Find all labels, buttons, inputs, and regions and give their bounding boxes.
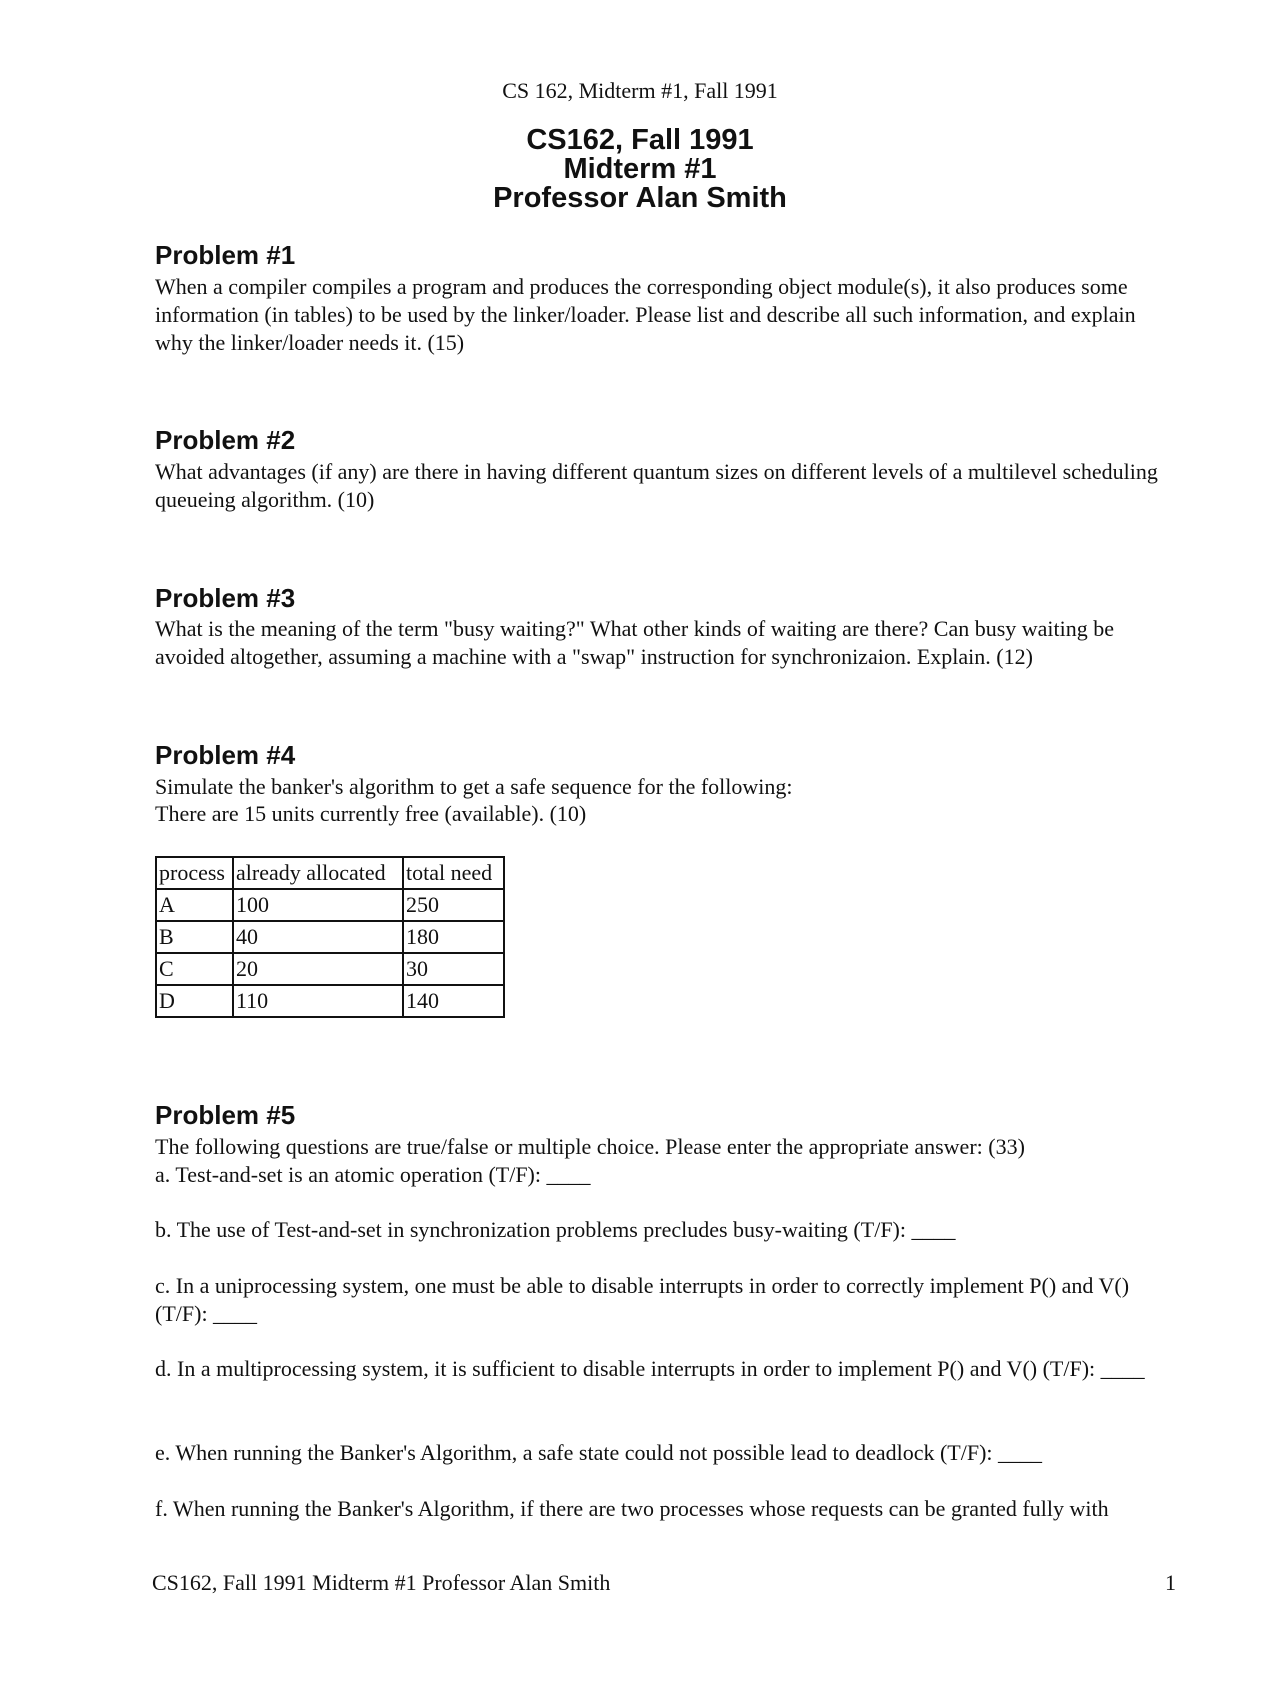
page-header: CS 162, Midterm #1, Fall 1991 xyxy=(502,78,778,103)
table-cell: A xyxy=(156,889,233,921)
question-f: f. When running the Banker's Algorithm, if there are two processes whose requests can be granted fully with xyxy=(155,1496,1109,1521)
table-cell: C xyxy=(156,953,233,985)
table-cell: D xyxy=(156,985,233,1017)
table-cell: 110 xyxy=(233,985,403,1017)
table-row xyxy=(156,953,504,985)
title-line-exam: Midterm #1 xyxy=(563,153,717,185)
page-number: 1 xyxy=(1165,1570,1176,1595)
problem-2-heading: Problem #2 xyxy=(155,425,296,455)
problem-5-heading: Problem #5 xyxy=(155,1100,296,1130)
table-cell: 100 xyxy=(233,889,403,921)
table-header-row xyxy=(156,857,504,889)
table-cell: 180 xyxy=(403,921,504,953)
problem-4-text-line1: Simulate the banker's algorithm to get a safe sequence for the following: xyxy=(155,774,793,799)
question-b: b. The use of Test-and-set in synchronization problems precludes busy-waiting (T/F): ____ xyxy=(155,1217,956,1242)
question-c: c. In a uniprocessing system, one must be able to disable interrupts in order to correctly implement P() and V() (T/F): ____ xyxy=(155,1273,1130,1326)
question-d: d. In a multiprocessing system, it is sufficient to disable interrupts in order to implement P() and V() (T/F): ____ xyxy=(155,1356,1145,1381)
table-row xyxy=(156,985,504,1017)
table-cell: 140 xyxy=(403,985,504,1017)
problem-2-text: What advantages (if any) are there in having different quantum sizes on different levels of a multilevel scheduling queueing algorithm. (10) xyxy=(155,459,1158,512)
problem-1-heading: Problem #1 xyxy=(155,240,296,270)
table-cell: B xyxy=(156,921,233,953)
table-cell: 30 xyxy=(403,953,504,985)
table-cell: 250 xyxy=(403,889,504,921)
problem-3-heading: Problem #3 xyxy=(155,583,296,613)
problem-5-intro: The following questions are true/false or multiple choice. Please enter the appropriate answer: (33) xyxy=(155,1134,1025,1159)
table-cell: 20 xyxy=(233,953,403,985)
problem-4-heading: Problem #4 xyxy=(155,740,296,770)
table-row xyxy=(156,889,504,921)
table-header-cell: process xyxy=(156,857,233,889)
table-header-cell: total need xyxy=(403,857,504,889)
allocation-table xyxy=(155,856,505,1018)
title-line-professor: Professor Alan Smith xyxy=(493,182,787,214)
table-header-cell: already allocated xyxy=(233,857,403,889)
document-title xyxy=(0,126,1280,213)
problem-3-text: What is the meaning of the term "busy waiting?" What other kinds of waiting are there? Can busy waiting be avoided altogether, assuming a machine with a "swap" instruction for synchronizaion. Explain. (12) xyxy=(155,616,1115,669)
page-footer: CS162, Fall 1991 Midterm #1 Professor Alan Smith xyxy=(152,1570,611,1595)
problem-1-text: When a compiler compiles a program and produces the corresponding object module(s), it also produces some information (in tables) to be used by the linker/loader. Please list and describe all such information, and explain why the linker/loader needs it. (15) xyxy=(155,274,1136,355)
title-line-course: CS162, Fall 1991 xyxy=(526,124,754,156)
table-row xyxy=(156,921,504,953)
table-cell: 40 xyxy=(233,921,403,953)
problem-4-text-line2: There are 15 units currently free (available). (10) xyxy=(155,801,587,826)
question-a: a. Test-and-set is an atomic operation (T/F): ____ xyxy=(155,1162,591,1187)
question-e: e. When running the Banker's Algorithm, a safe state could not possible lead to deadlock (T/F): ____ xyxy=(155,1440,1043,1465)
